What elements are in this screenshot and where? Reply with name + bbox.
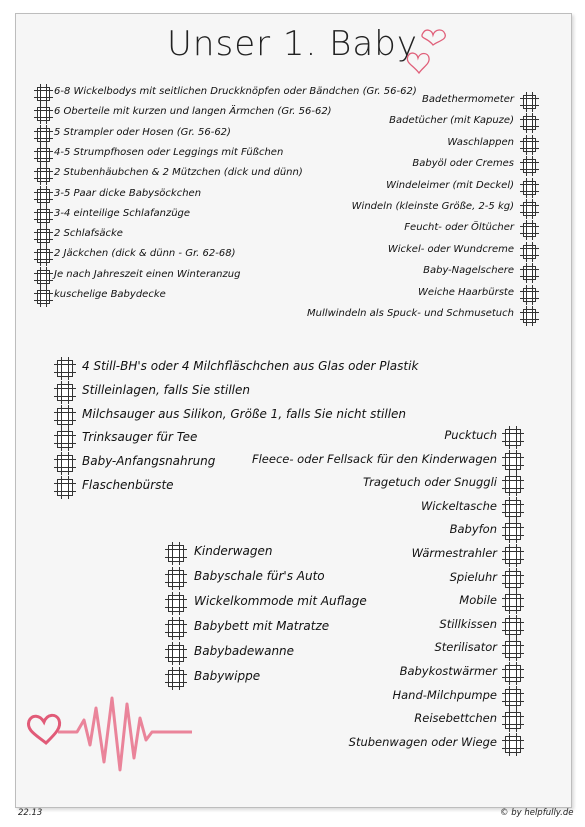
checkbox[interactable] [523,181,536,195]
checkbox[interactable] [523,202,536,216]
checkbox[interactable] [523,138,536,152]
checklist-item-label: Baby-Anfangsnahrung [82,454,216,469]
checkbox[interactable] [37,249,50,263]
checklist-item-label: Waschlappen [447,136,514,148]
checklist-item-label: Babyöl oder Cremes [412,158,514,170]
checkbox[interactable] [37,189,50,203]
checklist-item-label: Spieluhr [449,569,497,584]
checklist-item-label: Badethermometer [422,94,514,105]
checklist-item-label: Babybadewanne [194,644,295,658]
checklist-item-label: Kinderwagen [194,544,273,558]
checkbox[interactable] [505,618,521,635]
checklist-item-label: Wickelkommode mit Auflage [194,594,367,608]
checkbox[interactable] [523,223,536,237]
checkbox[interactable] [505,500,521,517]
checkbox[interactable] [57,455,73,472]
checkbox[interactable] [505,453,521,470]
checklist-item-label: Hand-Milchpumpe [392,687,497,702]
checkbox[interactable] [523,245,536,259]
checklist-item-label: 2 Stubenhäubchen & 2 Mützchen (dick und dünn) [54,167,303,179]
checkbox[interactable] [37,87,50,101]
hearts-icon [405,25,450,80]
checklist-item-label: 3-4 einteilige Schlafanzüge [54,207,191,219]
checklist-item-label: Windeln (kleinste Größe, 2-5 kg) [351,201,514,212]
checklist-item-label: Wärmestrahler [411,546,497,560]
checklist-item-label: Babykostwärmer [399,664,497,678]
checklist-item-label: 2 Schlafsäcke [54,228,123,240]
checklist-item-label: Fleece- oder Fellsack für den Kinderwagen [252,451,497,466]
checkbox[interactable] [168,670,184,687]
checkbox[interactable] [523,116,536,130]
checkbox[interactable] [505,429,521,446]
checkbox[interactable] [505,665,521,682]
checklist-item-label: Babybett mit Matratze [194,619,330,633]
checklist-item-label: Baby-Nagelschere [423,265,514,277]
checklist-item-label: 2 Jäckchen (dick & dünn - Gr. 62-68) [54,248,236,260]
checkbox[interactable] [37,168,50,182]
checklist-item-label: Babyschale für's Auto [194,569,325,583]
checkbox[interactable] [37,229,50,243]
checkbox[interactable] [57,479,73,496]
footer-copyright: © by helpfully.de [500,808,574,818]
checklist-item-label: Mobile [459,593,497,608]
checkbox[interactable] [168,545,184,562]
checklist-item-label: 6 Oberteile mit kurzen und langen Ärmchen (Gr. 56-62) [54,106,332,118]
checklist-item-label: 3-5 Paar dicke Babysöckchen [54,187,202,199]
checklist-item-label: Trinksauger für Tee [82,430,198,445]
checklist-item-label: Stilleinlagen, falls Sie stillen [82,382,250,397]
checklist-item-label: Babyfon [449,522,497,537]
checkbox[interactable] [37,290,50,304]
checklist-item-label: 4-5 Strumpfhosen oder Leggings mit Füßchen [54,146,284,158]
checkbox[interactable] [57,408,73,425]
checkbox[interactable] [37,209,50,223]
checklist-item-label: Milchsauger aus Silikon, Größe 1, falls Sie nicht stillen [82,406,407,421]
checkbox[interactable] [505,712,521,729]
checkbox[interactable] [505,571,521,588]
checkbox[interactable] [505,594,521,611]
checkbox[interactable] [57,384,73,401]
checklist-item-label: Stubenwagen oder Wiege [348,734,497,749]
checkbox[interactable] [168,570,184,587]
checkbox[interactable] [523,309,536,323]
checklist-item-label: Weiche Haarbürste [418,286,514,298]
checkbox[interactable] [37,148,50,162]
checklist-item-label: Pucktuch [444,428,497,442]
checklist-item-label: Badetücher (mit Kapuze) [389,115,514,127]
checkbox[interactable] [505,547,521,564]
checklist-item-label: Babywippe [194,669,261,683]
checklist-item-label: Flaschenbürste [82,478,174,492]
checklist-item-label: Wickeltasche [420,498,497,513]
checkbox[interactable] [168,620,184,637]
checkbox[interactable] [523,159,536,173]
checkbox[interactable] [523,266,536,280]
checkbox[interactable] [57,431,73,448]
page-title: Unser 1. Baby [167,24,418,64]
checkbox[interactable] [505,641,521,658]
heartbeat-heart-icon [22,690,197,780]
checklist-item-label: 5 Strampler oder Hosen (Gr. 56-62) [54,126,231,138]
checkbox[interactable] [523,95,536,109]
checkbox[interactable] [505,736,521,753]
checkbox[interactable] [168,645,184,662]
checklist-item-label: Reisebettchen [414,711,497,726]
checklist-item-label: Mullwindeln als Spuck- und Schmusetuch [307,308,514,319]
checklist-item-label: Stillkissen [439,616,497,631]
checkbox[interactable] [168,595,184,612]
checkbox[interactable] [37,270,50,284]
checklist-item-label: Feucht- oder Öltücher [404,222,514,234]
checkbox[interactable] [505,689,521,706]
checkbox[interactable] [523,288,536,302]
footer-code: 22.13 [18,808,43,818]
checklist-item-label: Sterilisator [434,640,497,655]
checkbox[interactable] [37,128,50,142]
checklist-item-label: Tragetuch oder Snuggli [362,475,497,490]
checkbox[interactable] [505,523,521,540]
checklist-item-label: Windeleimer (mit Deckel) [386,179,514,191]
checkbox[interactable] [37,107,50,121]
checklist-item-label: 4 Still-BH's oder 4 Milchfläschchen aus Glas oder Plastik [82,359,419,373]
checkbox[interactable] [57,360,73,377]
checkbox[interactable] [505,476,521,493]
checklist-item-label: Wickel- oder Wundcreme [387,243,514,255]
checklist-item-label: kuschelige Babydecke [54,289,166,300]
checklist-item-label: 6-8 Wickelbodys mit seitlichen Druckknöpfen oder Bändchen (Gr. 56-62) [54,86,417,97]
checklist-item-label: Je nach Jahreszeit einen Winteranzug [54,268,241,280]
